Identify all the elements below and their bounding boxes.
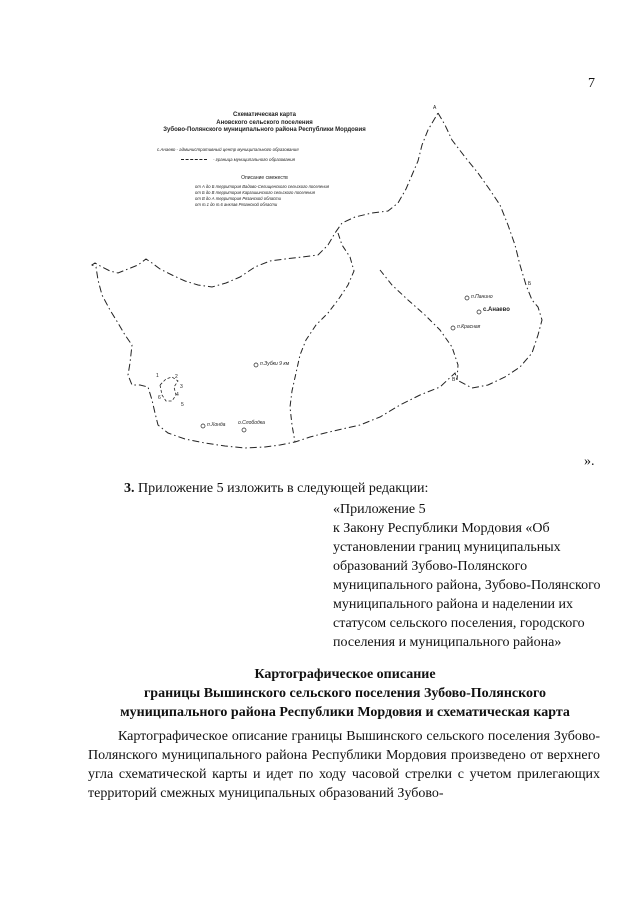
vertex-label: В: [452, 377, 456, 383]
section-title-line: Картографическое описание: [254, 667, 436, 682]
vertex-label: Б: [528, 281, 532, 287]
vertex-label: А: [433, 105, 437, 111]
section-title-line: границы Вышинского сельского поселения Зубово-Полянского: [143, 686, 547, 701]
vertex-label: 6: [158, 395, 161, 401]
legend-capital-key: с.Анаево - административный центр муниципального образования: [157, 146, 299, 152]
legend-title: [157, 112, 372, 135]
legend-boundary-text: - граница муниципального образования: [213, 156, 295, 162]
item-text: Приложение 5 изложить в следующей редакции:: [138, 481, 429, 496]
settlement-marker: [465, 296, 469, 300]
inner-boundary-line-2: [380, 270, 458, 380]
legend-title-line: Схематическая карта: [233, 112, 296, 118]
settlement-marker: [254, 363, 258, 367]
page-number: 7: [588, 76, 595, 91]
settlement-marker: [201, 424, 205, 428]
amendment-item: [124, 481, 428, 497]
vertex-label: 1: [156, 373, 159, 379]
settlement-marker: [242, 428, 246, 432]
body-paragraph: Картографическое описание границы Вышинского сельского поселения Зубово-Полянского муниципального района Республики Мордовия произведено от верхнего угла схематической карты и идет по ходу часовой стрелки с учетом прилегающих территорий смежных муниципальных образований Зубово-: [88, 729, 600, 801]
place-label-krasnaya: п.Красная: [457, 324, 481, 330]
map-legend: [157, 112, 372, 208]
closing-quote: ».: [584, 454, 595, 469]
place-label-slobodka: о.Слободка: [238, 420, 265, 426]
vertex-label: 4: [176, 392, 179, 398]
legend-boundary-key: [181, 157, 372, 163]
inner-boundary-line: [290, 233, 354, 442]
place-label-anaevo: с.Анаево: [483, 307, 510, 313]
vertex-label: 2: [175, 374, 178, 380]
appendix-header: [333, 500, 603, 652]
legend-title-line: Зубово-Полянского муниципального района Республики Мордовия: [163, 127, 366, 133]
place-label-ivanov: п.Хонда: [207, 422, 226, 428]
legend-segment: от В до А территория Рязанской области: [195, 195, 281, 201]
boundary-line-sample: [181, 159, 207, 160]
legend-segment: от т.1 до т.6 анклав Рязанской области: [195, 201, 278, 207]
place-label-zhuk: п.Зубки 9 км: [260, 361, 290, 367]
settlement-marker: [451, 326, 455, 330]
place-label-panino: п.Панино: [471, 294, 493, 300]
vertex-label: 3: [180, 384, 183, 390]
appendix-heading: «Приложение 5: [333, 502, 426, 517]
legend-segment: от Б до В территория Каргашинского сельского поселения: [195, 189, 315, 195]
settlement-marker: [477, 310, 481, 314]
legend-title-line: Ановского сельского поселения: [216, 119, 313, 126]
legend-segments-title: Описание смежеств: [241, 174, 288, 181]
section-title: [60, 665, 630, 722]
legend-segment: от А до Б территория Вадово-Селищенского сельского поселения: [195, 183, 330, 189]
appendix-text: к Закону Республики Мордовия «Об установлении границ муниципальных образований Зубово-Полянского муниципального района, Зубово-Полянского муниципального района и наделении их статусом сельского поселения, городского поселения и муниципального района»: [333, 521, 601, 650]
vertex-label: 5: [181, 402, 184, 408]
section-title-line: муниципального района Республики Мордовия и схематическая карта: [120, 705, 570, 720]
item-number: 3.: [124, 481, 135, 496]
